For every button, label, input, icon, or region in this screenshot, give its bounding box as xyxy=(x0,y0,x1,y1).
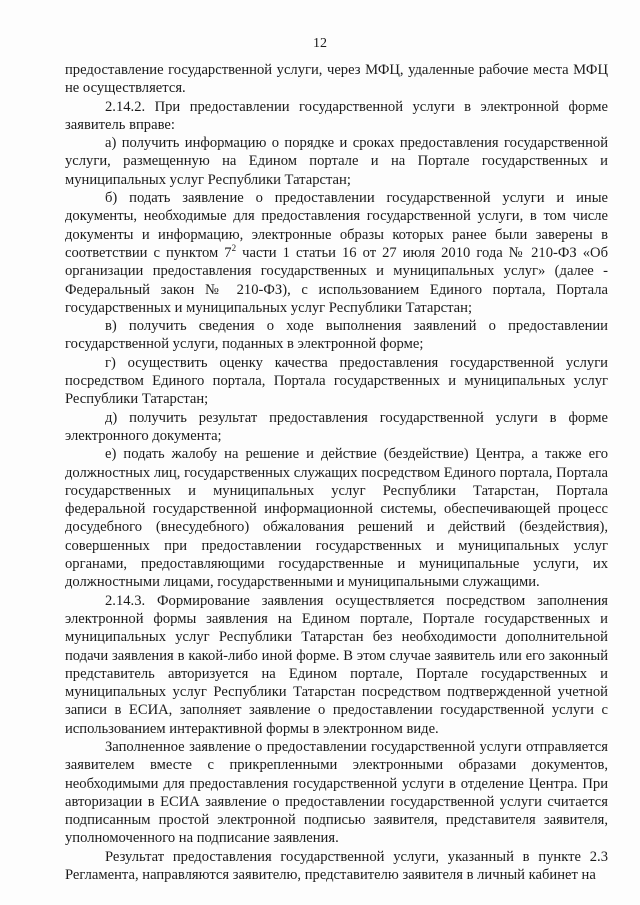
paragraph-continuation: предоставление государственной услуги, через МФЦ, удаленные рабочие места МФЦ не осуществляется. xyxy=(65,62,608,97)
paragraph-2-14-2: 2.14.2. При предоставлении государственной услуги в электронной форме заявитель вправе: xyxy=(65,98,608,133)
list-item-b-text-before: б) подать заявление о предоставлении государственной услуги и иные документы, необходимые для предоставления государственной услуги, в том числе документы и информацию, электронные образы которых ранее были заверены в соответствии с пунктом 7 xyxy=(65,190,608,261)
superscript: 2 xyxy=(231,243,237,254)
list-item-a: а) получить информацию о порядке и сроках предоставления государственной услуги, размещенную на Едином портале и на Портале государственных и муниципальных услуг Республики Татарстан; xyxy=(65,135,608,188)
paragraph-filled-application: Заполненное заявление о предоставлении государственной услуги отправляется заявителем вместе с прикрепленными электронными образами документов, необходимыми для предоставления государственной услуги в отделение Центра. При авторизации в ЕСИА заявление о предоставлении государственной услуги считается подписанным простой электронной подписью заявителя, представителя заявителя, уполномоченного на подписание заявления. xyxy=(65,738,608,847)
list-item-g: г) осуществить оценку качества предоставления государственной услуги посредством Единого портала, Портала государственных и муниципальных услуг Республики Татарстан; xyxy=(65,354,608,408)
document-body xyxy=(65,61,608,884)
list-item-v: в) получить сведения о ходе выполнения заявлений о предоставлении государственной услуги, поданных в электронной форме; xyxy=(65,318,608,353)
list-item-d: д) получить результат предоставления государственной услуги в форме электронного документа; xyxy=(65,409,608,444)
list-item-e: е) подать жалобу на решение и действие (бездействие) Центра, а также его должностных лиц, государственных служащих посредством Единого портала, Портала государственных и муниципальных услуг Республики Татарстан, Портала федеральной государственной информационной системы, обеспечивающей процесс досудебного (внесудебного) обжалования решений и действий (бездействия), совершенных при предоставлении государственных и муниципальных услуг органами, предоставляющими государственные и муниципальные услуги, их должностными лицами, государственными и муниципальными служащими. xyxy=(65,446,608,591)
paragraph-result: Результат предоставления государственной услуги, указанный в пункте 2.3 Регламента, направляются заявителю, представителю заявителя в личный кабинет на xyxy=(65,848,608,884)
page-number: 12 xyxy=(313,36,327,51)
list-item-b-text-after: части 1 статьи 16 от 27 июля 2010 года № 210-ФЗ «Об организации предоставления государственных и муниципальных услуг» (далее - Федеральный закон № 210-ФЗ), с использованием Единого портала, Портала государственных и муниципальных услуг Республики Татарстан; xyxy=(65,244,608,316)
paragraph-2-14-3: 2.14.3. Формирование заявления осуществляется посредством заполнения электронной формы заявления на Едином портале, Портале государственных и муниципальных услуг Республики Татарстан без необходимости дополнительной подачи заявления в какой-либо иной форме. В этом случае заявитель или его законный представитель авторизуется на Едином портале, Портале государственных и муниципальных услуг Республики Татарстан посредством подтвержденной учетной записи в ЕСИА, заполняет заявление о предоставлении государственной услуги с использованием интерактивной формы в электронном виде. xyxy=(65,592,608,737)
list-item-b xyxy=(65,189,608,317)
